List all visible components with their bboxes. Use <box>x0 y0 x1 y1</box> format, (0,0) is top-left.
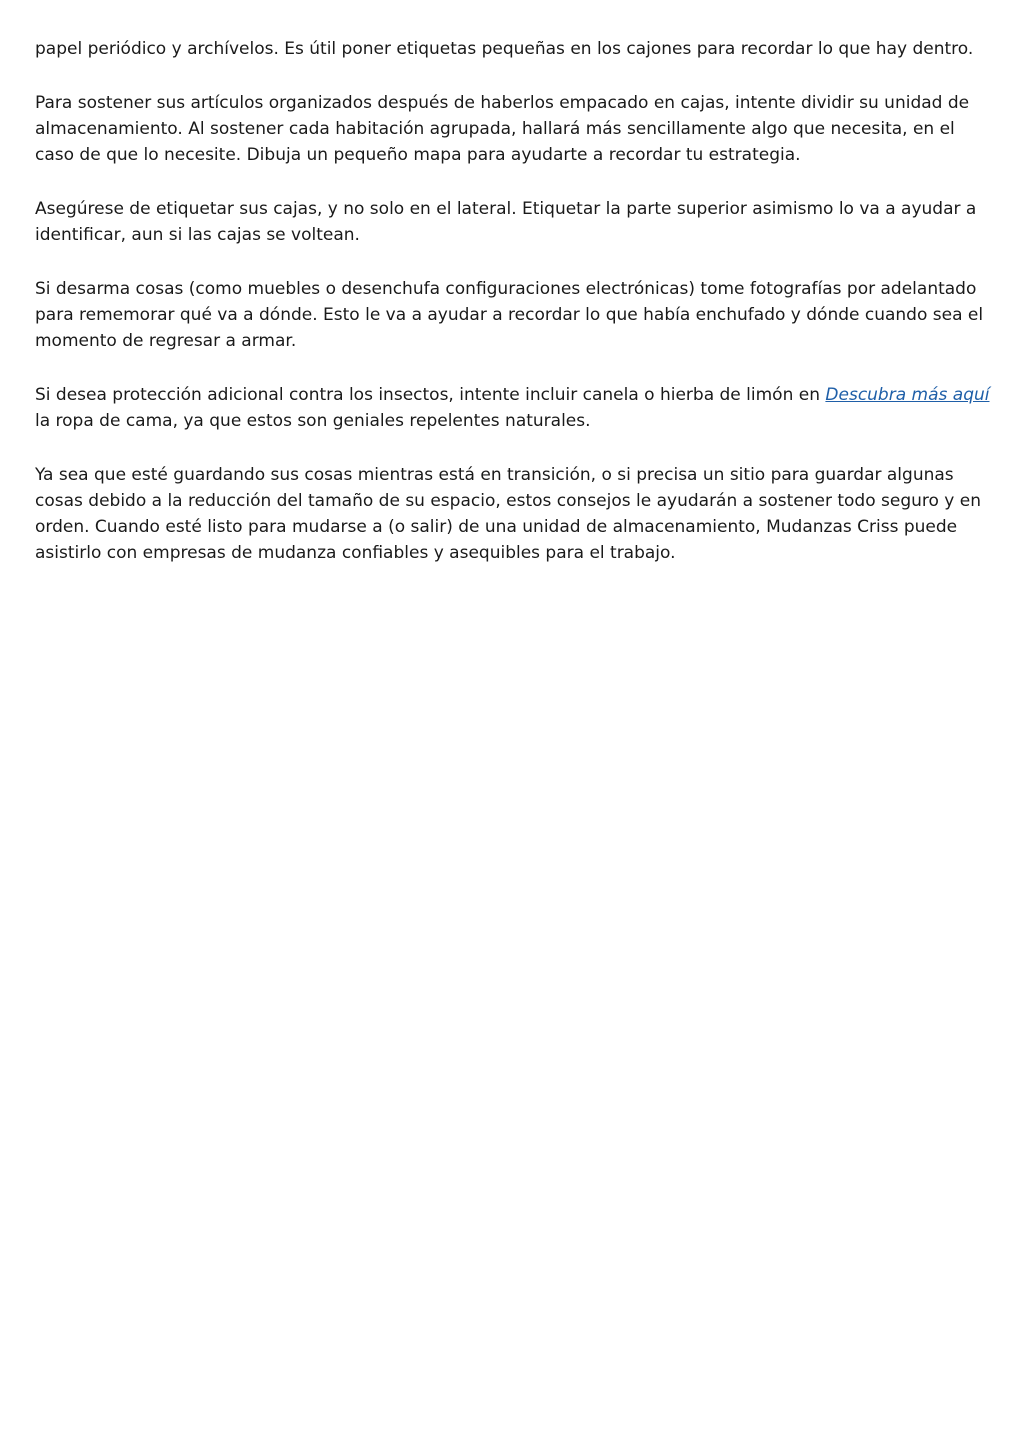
paragraph-insect-text-after: la ropa de cama, ya que estos son geniales repelentes naturales. <box>35 411 591 431</box>
document-page <box>35 36 995 594</box>
paragraph-divide-storage: Para sostener sus artículos organizados después de haberlos empacado en cajas, intente dividir su unidad de almacenamiento. Al sostener cada habitación agrupada, hallará más sencillamente algo que necesita, en el caso de que lo necesite. Dibuja un pequeño mapa para ayudarte a recordar tu estrategia. <box>35 93 970 165</box>
paragraph-take-photos: Si desarma cosas (como muebles o desenchufa configuraciones electrónicas) tome fotografías por adelantado para rememorar qué va a dónde. Esto le va a ayudar a recordar lo que había enchufado y dónde cuando sea el momento de regresar a armar. <box>35 279 984 351</box>
paragraph-label-boxes: Asegúrese de etiquetar sus cajas, y no solo en el lateral. Etiquetar la parte superior asimismo lo va a ayudar a identificar, aun si las cajas se voltean. <box>35 199 977 245</box>
paragraph-drawer-labels: papel periódico y archívelos. Es útil poner etiquetas pequeñas en los cajones para recordar lo que hay dentro. <box>35 39 974 59</box>
paragraph-closing: Ya sea que esté guardando sus cosas mientras está en transición, o si precisa un sitio para guardar algunas cosas debido a la reducción del tamaño de su espacio, estos consejos le ayudarán a sostener todo seguro y en orden. Cuando esté listo para mudarse a (o salir) de una unidad de almacenamiento, Mudanzas Criss puede asistirlo con empresas de mudanza confiables y asequibles para el trabajo. <box>35 465 981 563</box>
paragraph-insect-protection <box>35 382 995 434</box>
paragraph-insect-text-before: Si desea protección adicional contra los insectos, intente incluir canela o hierba de limón en <box>35 385 826 405</box>
descubra-mas-link[interactable]: Descubra más aquí <box>825 385 990 405</box>
